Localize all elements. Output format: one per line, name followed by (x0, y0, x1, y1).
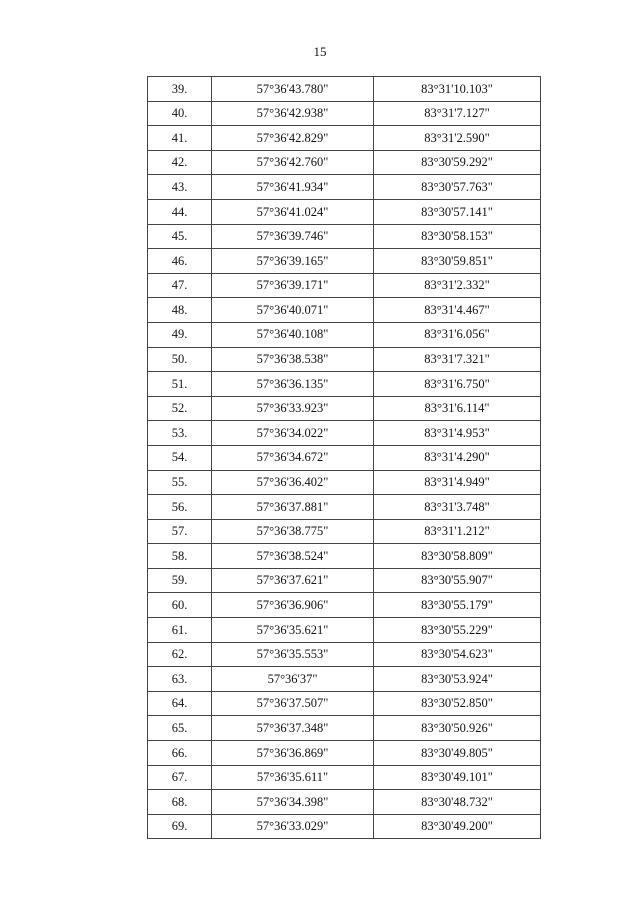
table-row (148, 618, 541, 643)
table-row (148, 519, 541, 544)
latitude-cell: 57°36'37.507" (212, 691, 374, 716)
table-row (148, 667, 541, 692)
point-number-cell: 65. (148, 716, 212, 741)
point-number-cell: 66. (148, 741, 212, 766)
longitude-cell: 83°31'3.748" (374, 495, 541, 520)
longitude-cell: 83°30'49.200" (374, 814, 541, 839)
point-number-cell: 46. (148, 249, 212, 274)
table-row (148, 199, 541, 224)
point-number-cell: 68. (148, 790, 212, 815)
longitude-cell: 83°30'58.153" (374, 224, 541, 249)
longitude-cell: 83°30'55.229" (374, 618, 541, 643)
table-row (148, 642, 541, 667)
table-row (148, 814, 541, 839)
point-number-cell: 45. (148, 224, 212, 249)
point-number-cell: 51. (148, 372, 212, 397)
coordinates-table (147, 76, 541, 839)
table-row (148, 445, 541, 470)
longitude-cell: 83°31'1.212" (374, 519, 541, 544)
longitude-cell: 83°30'50.926" (374, 716, 541, 741)
latitude-cell: 57°36'36.906" (212, 593, 374, 618)
point-number-cell: 43. (148, 175, 212, 200)
table-row (148, 175, 541, 200)
latitude-cell: 57°36'34.398" (212, 790, 374, 815)
table-row (148, 716, 541, 741)
point-number-cell: 59. (148, 568, 212, 593)
point-number-cell: 49. (148, 322, 212, 347)
point-number-cell: 55. (148, 470, 212, 495)
table-row (148, 298, 541, 323)
table-row (148, 790, 541, 815)
longitude-cell: 83°30'53.924" (374, 667, 541, 692)
longitude-cell: 83°31'6.750" (374, 372, 541, 397)
latitude-cell: 57°36'37.621" (212, 568, 374, 593)
point-number-cell: 64. (148, 691, 212, 716)
table-row (148, 224, 541, 249)
latitude-cell: 57°36'43.780" (212, 77, 374, 102)
page-number: 15 (313, 44, 327, 59)
point-number-cell: 41. (148, 126, 212, 151)
longitude-cell: 83°30'59.851" (374, 249, 541, 274)
point-number-cell: 52. (148, 396, 212, 421)
latitude-cell: 57°36'36.869" (212, 741, 374, 766)
point-number-cell: 57. (148, 519, 212, 544)
point-number-cell: 60. (148, 593, 212, 618)
latitude-cell: 57°36'35.553" (212, 642, 374, 667)
latitude-cell: 57°36'35.621" (212, 618, 374, 643)
point-number-cell: 42. (148, 150, 212, 175)
table-row (148, 126, 541, 151)
latitude-cell: 57°36'36.135" (212, 372, 374, 397)
table-row (148, 765, 541, 790)
longitude-cell: 83°30'55.179" (374, 593, 541, 618)
table-row (148, 593, 541, 618)
point-number-cell: 50. (148, 347, 212, 372)
longitude-cell: 83°30'57.763" (374, 175, 541, 200)
table-row (148, 741, 541, 766)
latitude-cell: 57°36'39.746" (212, 224, 374, 249)
point-number-cell: 40. (148, 101, 212, 126)
longitude-cell: 83°31'2.332" (374, 273, 541, 298)
table-row (148, 396, 541, 421)
latitude-cell: 57°36'34.672" (212, 445, 374, 470)
table-row (148, 347, 541, 372)
longitude-cell: 83°31'7.127" (374, 101, 541, 126)
point-number-cell: 44. (148, 199, 212, 224)
longitude-cell: 83°30'49.805" (374, 741, 541, 766)
table-row (148, 568, 541, 593)
latitude-cell: 57°36'42.938" (212, 101, 374, 126)
longitude-cell: 83°30'55.907" (374, 568, 541, 593)
point-number-cell: 61. (148, 618, 212, 643)
longitude-cell: 83°30'57.141" (374, 199, 541, 224)
longitude-cell: 83°30'59.292" (374, 150, 541, 175)
latitude-cell: 57°36'40.108" (212, 322, 374, 347)
point-number-cell: 39. (148, 77, 212, 102)
latitude-cell: 57°36'37.881" (212, 495, 374, 520)
latitude-cell: 57°36'39.171" (212, 273, 374, 298)
table-row (148, 470, 541, 495)
latitude-cell: 57°36'38.538" (212, 347, 374, 372)
latitude-cell: 57°36'37" (212, 667, 374, 692)
coordinates-table-body (148, 77, 541, 839)
longitude-cell: 83°31'4.953" (374, 421, 541, 446)
point-number-cell: 58. (148, 544, 212, 569)
table-row (148, 322, 541, 347)
table-row (148, 372, 541, 397)
point-number-cell: 47. (148, 273, 212, 298)
longitude-cell: 83°31'4.949" (374, 470, 541, 495)
longitude-cell: 83°31'6.114" (374, 396, 541, 421)
latitude-cell: 57°36'37.348" (212, 716, 374, 741)
longitude-cell: 83°31'2.590" (374, 126, 541, 151)
latitude-cell: 57°36'36.402" (212, 470, 374, 495)
table-row (148, 101, 541, 126)
longitude-cell: 83°31'4.290" (374, 445, 541, 470)
longitude-cell: 83°30'58.809" (374, 544, 541, 569)
longitude-cell: 83°30'49.101" (374, 765, 541, 790)
table-row (148, 544, 541, 569)
point-number-cell: 67. (148, 765, 212, 790)
table-row (148, 273, 541, 298)
latitude-cell: 57°36'34.022" (212, 421, 374, 446)
table-row (148, 77, 541, 102)
longitude-cell: 83°30'54.623" (374, 642, 541, 667)
longitude-cell: 83°31'7.321" (374, 347, 541, 372)
point-number-cell: 53. (148, 421, 212, 446)
table-row (148, 150, 541, 175)
longitude-cell: 83°31'4.467" (374, 298, 541, 323)
point-number-cell: 56. (148, 495, 212, 520)
latitude-cell: 57°36'38.524" (212, 544, 374, 569)
point-number-cell: 69. (148, 814, 212, 839)
longitude-cell: 83°31'6.056" (374, 322, 541, 347)
latitude-cell: 57°36'41.934" (212, 175, 374, 200)
table-row (148, 421, 541, 446)
point-number-cell: 48. (148, 298, 212, 323)
latitude-cell: 57°36'41.024" (212, 199, 374, 224)
point-number-cell: 54. (148, 445, 212, 470)
latitude-cell: 57°36'40.071" (212, 298, 374, 323)
longitude-cell: 83°30'48.732" (374, 790, 541, 815)
table-row (148, 495, 541, 520)
point-number-cell: 63. (148, 667, 212, 692)
table-row (148, 249, 541, 274)
latitude-cell: 57°36'35.611" (212, 765, 374, 790)
latitude-cell: 57°36'42.760" (212, 150, 374, 175)
latitude-cell: 57°36'38.775" (212, 519, 374, 544)
latitude-cell: 57°36'33.029" (212, 814, 374, 839)
latitude-cell: 57°36'42.829" (212, 126, 374, 151)
latitude-cell: 57°36'39.165" (212, 249, 374, 274)
longitude-cell: 83°30'52.850" (374, 691, 541, 716)
point-number-cell: 62. (148, 642, 212, 667)
table-row (148, 691, 541, 716)
latitude-cell: 57°36'33.923" (212, 396, 374, 421)
longitude-cell: 83°31'10.103" (374, 77, 541, 102)
